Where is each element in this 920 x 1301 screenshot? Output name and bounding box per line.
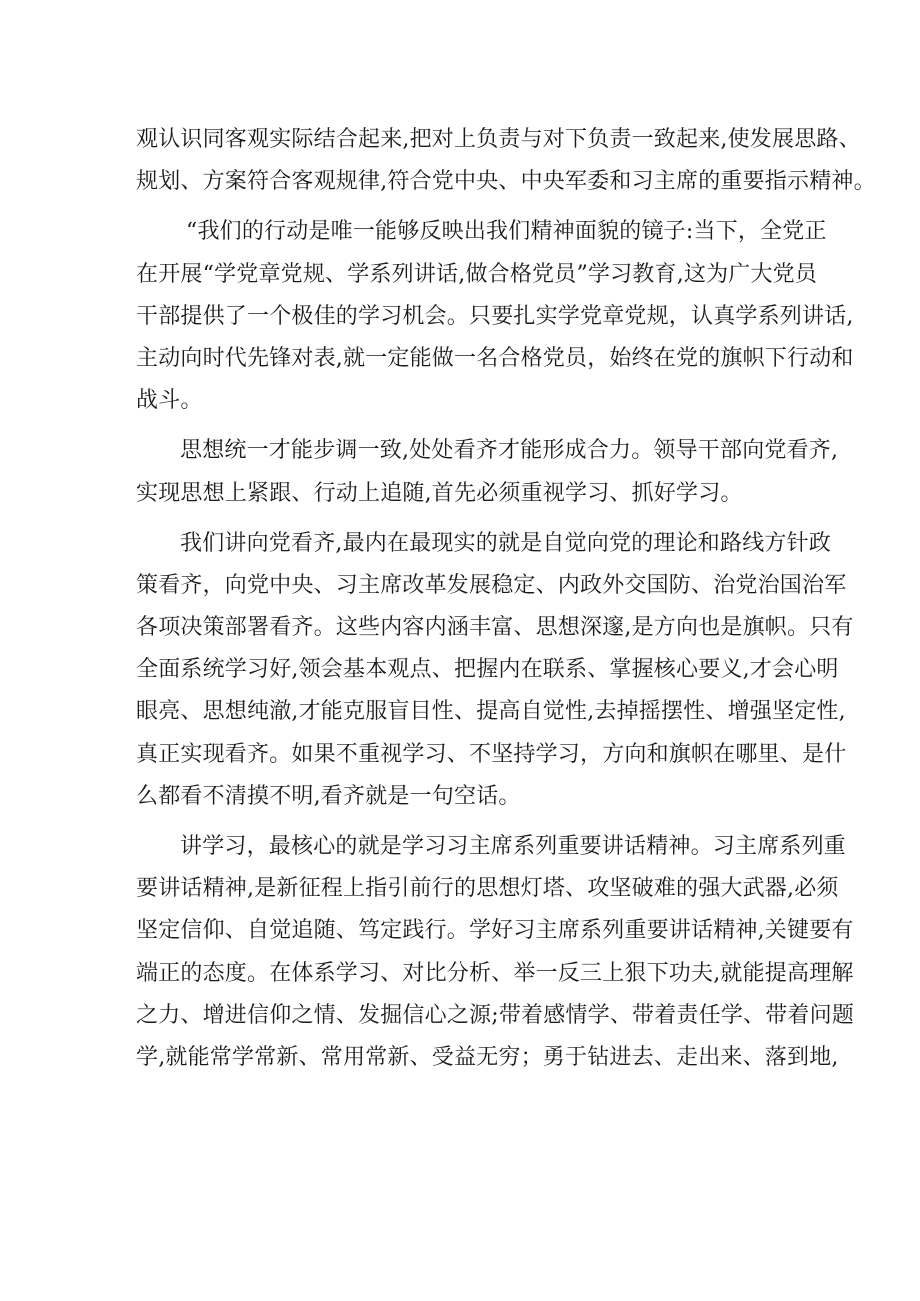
text-line: 真正实现看齐。如果不重视学习、不坚持学习，方向和旗帜在哪里、是什 bbox=[136, 741, 847, 767]
document-body bbox=[136, 119, 876, 1079]
text-line: 规划、方案符合客观规律,符合党中央、中央军委和习主席的重要指示精神。 bbox=[136, 169, 876, 195]
text-line: 实现思想上紧跟、行动上追随,首先必须重视学习、抓好学习。 bbox=[136, 480, 743, 506]
text-line: 学,就能常学常新、常用常新、受益无穷；勇于钻进去、走出来、落到地, bbox=[136, 1044, 839, 1070]
paragraph-4 bbox=[136, 523, 854, 818]
text-line: 各项决策部署看齐。这些内容内涵丰富、思想深邃,是方向也是旗帜。只有 bbox=[136, 615, 854, 641]
text-line: 观认识同客观实际结合起来,把对上负责与对下负责一致起来,使发展思路、 bbox=[136, 127, 861, 152]
paragraph-2 bbox=[136, 211, 854, 422]
text-line: 要讲话精神,是新征程上指引前行的思想灯塔、攻坚破难的强大武器,必须 bbox=[136, 876, 839, 902]
paragraph-1 bbox=[136, 119, 876, 203]
text-line: 坚定信仰、自觉追随、笃定践行。学好习主席系列重要讲话精神,关键要有 bbox=[136, 918, 854, 944]
text-line: 之力、增进信仰之情、发掘信心之源;带着感情学、带着责任学、带着问题 bbox=[136, 1002, 855, 1028]
text-line: 干部提供了一个极佳的学习机会。只要扎实学党章党规，认真学系列讲话, bbox=[136, 303, 854, 329]
text-line: 主动向时代先锋对表,就一定能做一名合格党员，始终在党的旗帜下行动和 bbox=[136, 345, 854, 371]
text-line: 么都看不清摸不明,看齐就是一句空话。 bbox=[136, 783, 521, 809]
text-line: 战斗。 bbox=[136, 388, 203, 414]
text-line: 全面系统学习好,领会基本观点、把握内在联系、掌握核心要义,才会心明 bbox=[136, 657, 839, 683]
text-line: 眼亮、思想纯澈,才能克服盲目性、提高自觉性,去掉摇摆性、增强坚定性, bbox=[136, 699, 846, 725]
text-line: 我们讲向党看齐,最内在最现实的就是自觉向党的理论和路线方针政 bbox=[180, 530, 831, 556]
text-line: 思想统一才能步调一致,处处看齐才能形成合力。领导干部向党看齐, bbox=[180, 438, 839, 464]
text-line: 端正的态度。在体系学习、对比分析、举一反三上狠下功夫,就能提高理解 bbox=[136, 960, 854, 986]
paragraph-5 bbox=[136, 826, 855, 1079]
text-line: 策看齐，向党中央、习主席改革发展稳定、内政外交国防、治党治国治军 bbox=[136, 572, 847, 598]
paragraph-3 bbox=[136, 430, 839, 514]
text-line: “我们的行动是唯一能够反映出我们精神面貌的镜子:当下，全党正 bbox=[186, 219, 827, 245]
text-line: 在开展“学党章党规、学系列讲话,做合格党员”学习教育,这为广大党员 bbox=[136, 261, 818, 287]
text-line: 讲学习，最核心的就是学习习主席系列重要讲话精神。习主席系列重 bbox=[180, 834, 847, 859]
